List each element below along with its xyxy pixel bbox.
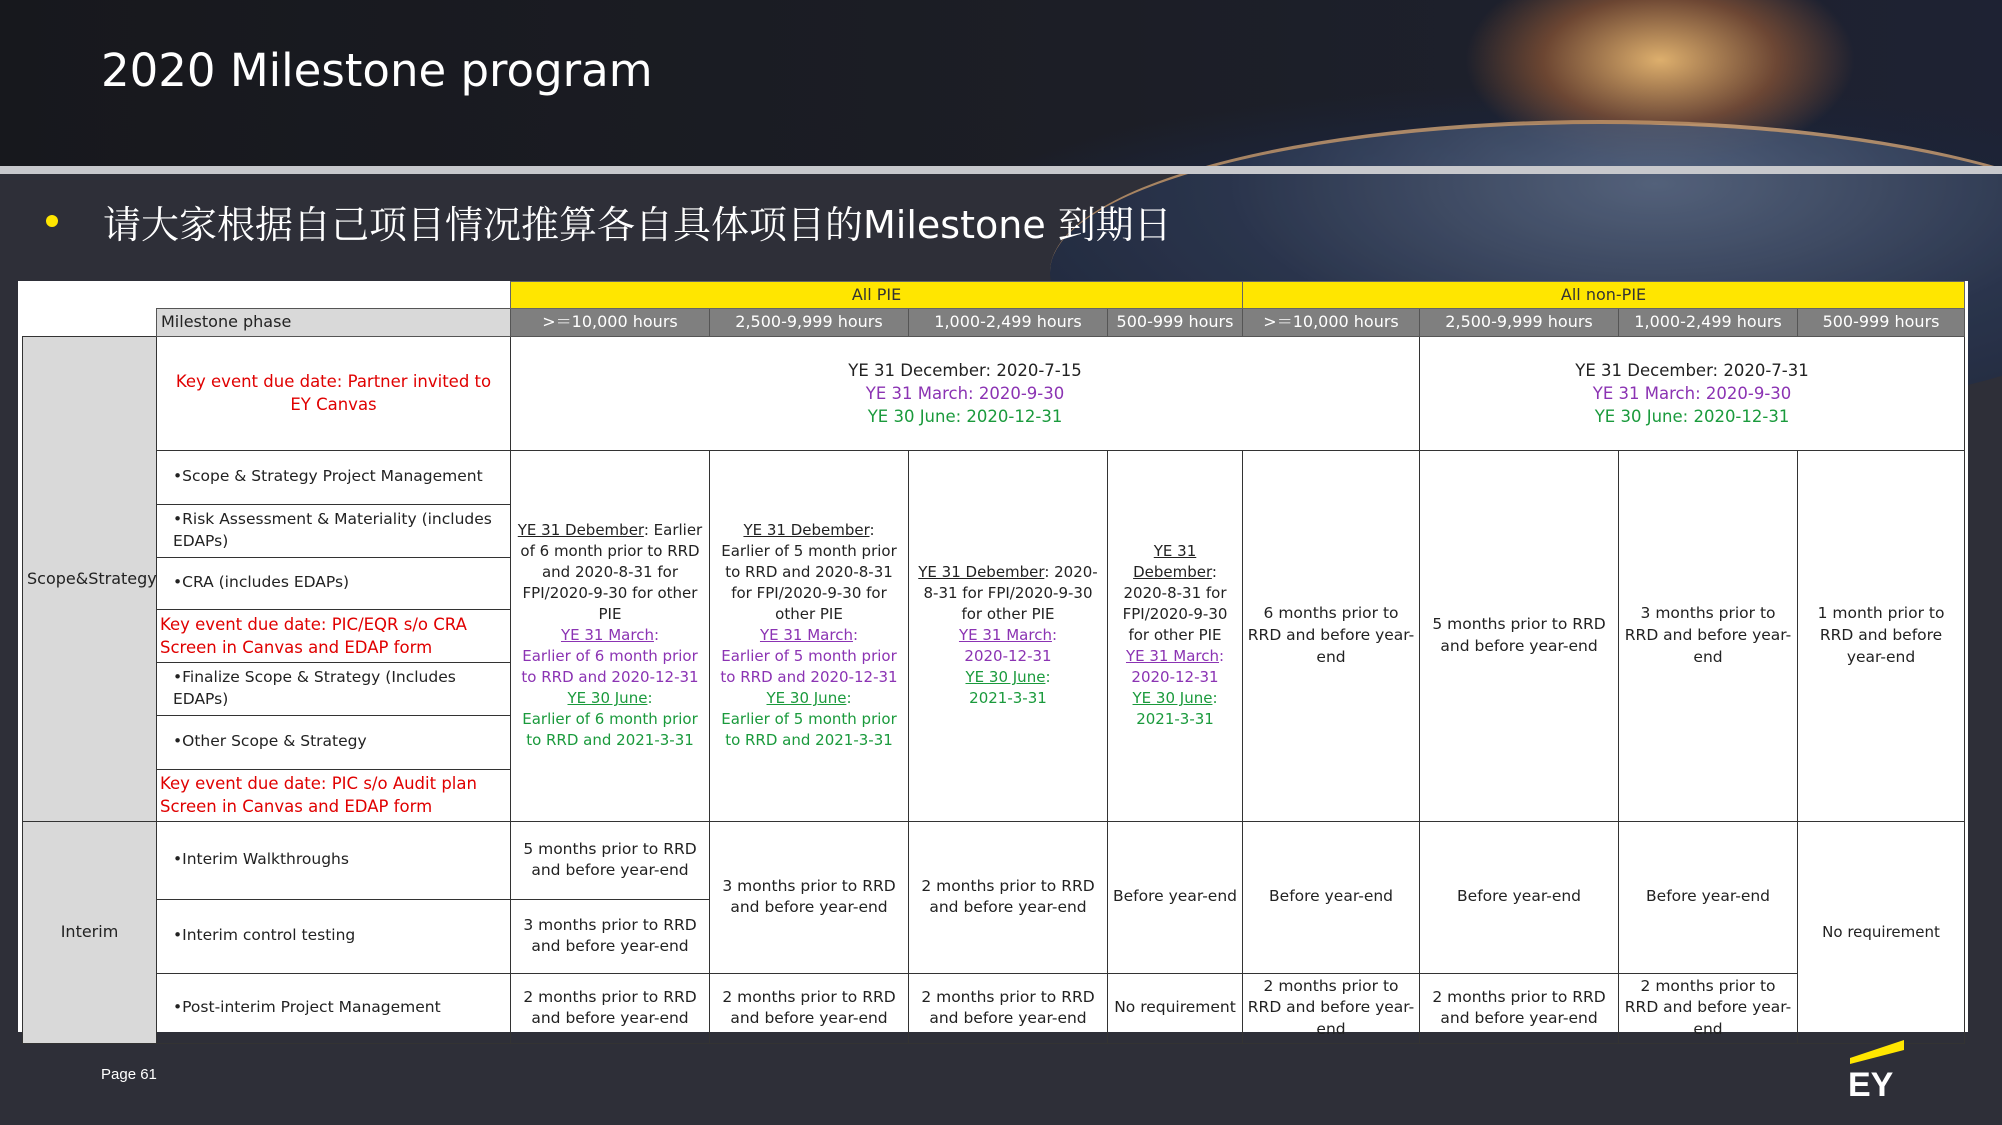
mar-text: 2020-12-31 xyxy=(1131,668,1219,687)
bullet-text: 请大家根据自己项目情况推算各自具体项目的Milestone 到期日 xyxy=(103,202,1172,247)
interim-nonpie-10000: Before year-end xyxy=(1243,821,1420,973)
col-header-nonpie-1000: 1,000-2,499 hours xyxy=(1619,309,1798,336)
page-number: Page 61 xyxy=(101,1066,157,1083)
side-label-scope-strategy: Scope&Strategy xyxy=(23,336,157,821)
header-banner xyxy=(0,0,2002,166)
walkthroughs-pie-10000: 5 months prior to RRD and before year-end xyxy=(511,821,710,899)
mar-label: YE 31 March xyxy=(759,626,853,645)
post-pie-1000: 2 months prior to RRD and before year-end xyxy=(909,973,1108,1043)
group-all-non-pie: All non-PIE xyxy=(1243,282,1965,309)
milestone-phase-header: Milestone phase xyxy=(157,309,511,336)
scope-nonpie-500: 1 month prior to RRD and before year-end xyxy=(1798,450,1965,821)
pie-mar-date: YE 31 March: 2020-9-30 xyxy=(865,383,1065,403)
nonpie-mar-date: YE 31 March: 2020-9-30 xyxy=(1592,383,1792,403)
bullet-point xyxy=(46,196,1172,246)
scope-nonpie-2500: 5 months prior to RRD and before year-end xyxy=(1420,450,1619,821)
dec-text: : Earlier of 6 month prior to RRD and 2020-8-31 for FPI/2020-9-30 for other PIE xyxy=(520,521,703,624)
jun-text: 2021-3-31 xyxy=(1136,710,1214,729)
jun-label: YE 30 June xyxy=(766,689,847,708)
col-header-pie-500: 500-999 hours xyxy=(1108,309,1243,336)
row-post-interim: •Post-interim Project Management xyxy=(157,973,511,1043)
mar-text: Earlier of 5 month prior to RRD and 2020-12-31 xyxy=(720,647,898,687)
col-header-nonpie-10000: >＝10,000 hours xyxy=(1243,309,1420,336)
jun-text: Earlier of 6 month prior to RRD and 2021-3-31 xyxy=(522,710,698,750)
row-scope-project-management: •Scope & Strategy Project Management xyxy=(157,450,511,504)
mar-label: YE 31 March xyxy=(560,626,654,645)
col-header-pie-10000: >＝10,000 hours xyxy=(511,309,710,336)
interim-nonpie-2500: Before year-end xyxy=(1420,821,1619,973)
ey-logo-text: EY xyxy=(1848,1066,1894,1100)
key-event-canvas-pie xyxy=(511,336,1420,450)
scope-nonpie-1000: 3 months prior to RRD and before year-end xyxy=(1619,450,1798,821)
pie-dec-date: YE 31 December: 2020-7-15 xyxy=(848,360,1082,380)
key-event-canvas-nonpie xyxy=(1420,336,1965,450)
jun-label: YE 30 June xyxy=(965,668,1046,687)
row-other-scope: •Other Scope & Strategy xyxy=(157,715,511,769)
dec-label: YE 31 Debember xyxy=(1133,542,1212,582)
key-event-cra-label: Key event due date: PIC/EQR s/o CRA Screen in Canvas and EDAP form xyxy=(157,609,511,662)
interim-pie-1000: 2 months prior to RRD and before year-end xyxy=(909,821,1108,973)
post-nonpie-2500: 2 months prior to RRD and before year-end xyxy=(1420,973,1619,1043)
dec-label: YE 31 Debember xyxy=(743,521,870,540)
slide-title: 2020 Milestone program xyxy=(101,44,653,97)
dec-label: YE 31 Debember xyxy=(918,563,1045,582)
control-pie-10000: 3 months prior to RRD and before year-end xyxy=(511,899,710,973)
interim-nonpie-500: No requirement xyxy=(1798,821,1965,1043)
post-pie-2500: 2 months prior to RRD and before year-end xyxy=(710,973,909,1043)
key-event-canvas-label: Key event due date: Partner invited to EY Canvas xyxy=(157,336,511,450)
blank-cell xyxy=(23,309,157,336)
jun-label: YE 30 June xyxy=(1132,689,1213,708)
scope-pie-500: YE 31 Debember: 2020-8-31 for FPI/2020-9-30 for other PIE YE 31 March: 2020-12-31 YE 30 June: 2021-3-31 xyxy=(1108,450,1243,821)
dec-text: Earlier of 5 month prior to RRD and 2020-8-31 for FPI/2020-9-30 for other PIE xyxy=(721,542,897,624)
milestone-table-container xyxy=(18,281,1968,1039)
col-header-pie-1000: 1,000-2,499 hours xyxy=(909,309,1108,336)
scope-pie-1000: YE 31 Debember: 2020-8-31 for FPI/2020-9-30 for other PIE YE 31 March: 2020-12-31 YE 30 June: 2021-3-31 xyxy=(909,450,1108,821)
jun-text: 2021-3-31 xyxy=(969,689,1047,708)
pie-jun-date: YE 30 June: 2020-12-31 xyxy=(867,406,1063,426)
dec-label: YE 31 Debember xyxy=(517,521,644,540)
mar-label: YE 31 March xyxy=(958,626,1052,645)
dec-text: 2020-8-31 for FPI/2020-9-30 for other PIE xyxy=(1122,584,1228,645)
key-event-audit-plan-label: Key event due date: PIC s/o Audit plan Screen in Canvas and EDAP form xyxy=(157,769,511,821)
header-divider xyxy=(0,166,2002,174)
milestone-table xyxy=(22,281,1965,1044)
scope-nonpie-10000: 6 months prior to RRD and before year-end xyxy=(1243,450,1420,821)
post-nonpie-1000: 2 months prior to RRD and before year-end xyxy=(1619,973,1798,1043)
col-header-nonpie-500: 500-999 hours xyxy=(1798,309,1965,336)
scope-pie-10000: YE 31 Debember: Earlier of 6 month prior to RRD and 2020-8-31 for FPI/2020-9-30 for other PIE YE 31 March: Earlier of 6 month prior to RRD and 2020-12-31 YE 30 June: Earlier of 6 month prior to RRD and 2021-3-31 xyxy=(511,450,710,821)
scope-pie-2500: YE 31 Debember: Earlier of 5 month prior to RRD and 2020-8-31 for FPI/2020-9-30 for other PIE YE 31 March: Earlier of 5 month prior to RRD and 2020-12-31 YE 30 June: Earlier of 5 month prior to RRD and 2021-3-31 xyxy=(710,450,909,821)
jun-text: Earlier of 5 month prior to RRD and 2021-3-31 xyxy=(721,710,897,750)
col-header-nonpie-2500: 2,500-9,999 hours xyxy=(1420,309,1619,336)
interim-nonpie-1000: Before year-end xyxy=(1619,821,1798,973)
mar-text: Earlier of 6 month prior to RRD and 2020-12-31 xyxy=(521,647,699,687)
nonpie-jun-date: YE 30 June: 2020-12-31 xyxy=(1594,406,1790,426)
mar-text: 2020-12-31 xyxy=(964,647,1052,666)
nonpie-dec-date: YE 31 December: 2020-7-31 xyxy=(1575,360,1809,380)
interim-pie-2500: 3 months prior to RRD and before year-end xyxy=(710,821,909,973)
row-interim-walkthroughs: •Interim Walkthroughs xyxy=(157,821,511,899)
row-finalize-scope: •Finalize Scope & Strategy (Includes EDAPs) xyxy=(157,662,511,715)
row-cra: •CRA (includes EDAPs) xyxy=(157,557,511,609)
post-pie-500: No requirement xyxy=(1108,973,1243,1043)
blank-corner xyxy=(23,282,511,309)
row-interim-control-testing: •Interim control testing xyxy=(157,899,511,973)
post-pie-10000: 2 months prior to RRD and before year-end xyxy=(511,973,710,1043)
col-header-pie-2500: 2,500-9,999 hours xyxy=(710,309,909,336)
jun-label: YE 30 June xyxy=(567,689,648,708)
interim-pie-500: Before year-end xyxy=(1108,821,1243,973)
mar-label: YE 31 March xyxy=(1125,647,1219,666)
dec-text: : 2020-8-31 for FPI/2020-9-30 for other PIE xyxy=(923,563,1098,624)
row-risk-assessment: •Risk Assessment & Materiality (includes EDAPs) xyxy=(157,504,511,557)
bullet-dot-icon xyxy=(46,215,58,227)
ey-logo-icon xyxy=(1848,1038,1906,1100)
post-nonpie-10000: 2 months prior to RRD and before year-end xyxy=(1243,973,1420,1043)
side-label-interim: Interim xyxy=(23,821,157,1043)
group-all-pie: All PIE xyxy=(511,282,1243,309)
